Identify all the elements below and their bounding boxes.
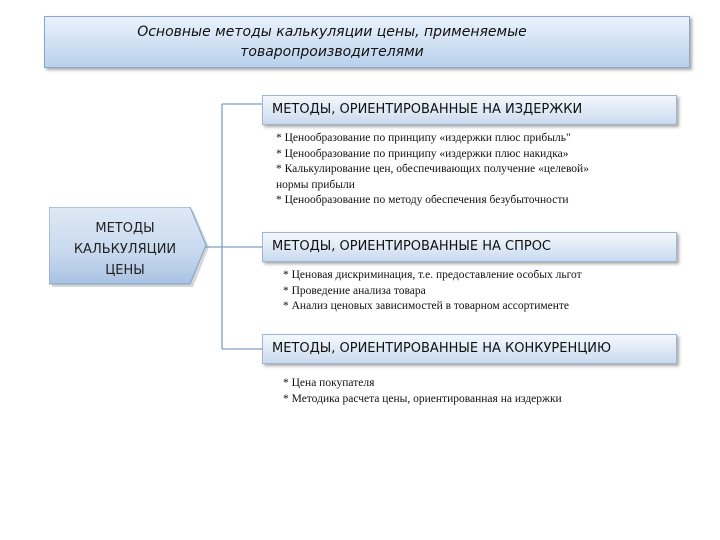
list-item: * Методика расчета цены, ориентированная на издержки [283, 392, 562, 405]
main-node-line-1: МЕТОДЫ [95, 221, 155, 236]
list-item: * Проведение анализа товара [283, 284, 426, 297]
main-node-line-2: КАЛЬКУЛЯЦИИ [73, 242, 177, 257]
list-item: * Ценообразование по принципу «издержки плюс накидка» [276, 147, 569, 160]
main-node [49, 207, 216, 287]
branch-demand-list [283, 268, 582, 315]
list-item: * Цена покупателя [283, 377, 375, 389]
list-item: нормы прибыли [276, 178, 355, 191]
branch-costs-list [276, 131, 589, 209]
list-item: * Анализ ценовых зависимостей в товарном ассортименте [283, 300, 570, 313]
main-node-label [55, 218, 195, 281]
main-node-line-3: ЦЕНЫ [105, 263, 145, 278]
branch-costs-heading: МЕТОДЫ, ОРИЕНТИРОВАННЫЕ НА ИЗДЕРЖКИ [272, 102, 583, 117]
branch-competition-heading: МЕТОДЫ, ОРИЕНТИРОВАННЫЕ НА КОНКУРЕНЦИЮ [272, 341, 612, 356]
diagram-title: Основные методы калькуляции цены, применяемые товаропроизводителями [137, 24, 527, 60]
list-item: * Ценовая дискриминация, т.е. предоставление особых льгот [283, 269, 582, 281]
branch-costs-heading-box [262, 95, 677, 125]
branch-demand-heading-box [262, 232, 677, 262]
branch-demand-heading: МЕТОДЫ, ОРИЕНТИРОВАННЫЕ НА СПРОС [272, 239, 551, 254]
list-item: * Ценообразование по принципу «издержки плюс прибыль" [276, 132, 571, 144]
list-item: * Ценообразование по методу обеспечения безубыточности [276, 194, 569, 207]
branch-competition-list [283, 376, 562, 407]
branch-competition-heading-box [262, 334, 677, 364]
list-item: * Калькулирование цен, обеспечивающих получение «целевой» [276, 163, 589, 176]
